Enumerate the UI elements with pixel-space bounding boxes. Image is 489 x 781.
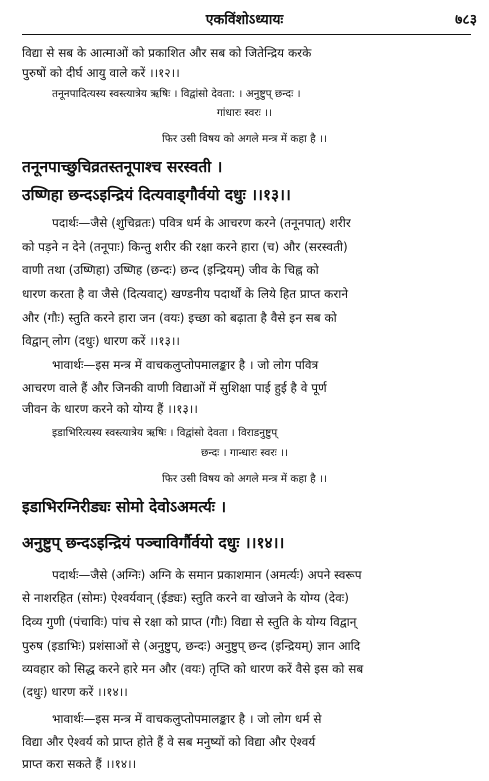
padartha-line: धारण करता है वा जैसे (दित्यवाट्) खण्डनीय पदार्थों के लिये हित प्राप्त कराने bbox=[22, 287, 349, 301]
padartha-line: पुरुष (इडाभिः) प्रशंसाओं से (अनुष्टुप्, छन्दः) अनुष्टुप् छन्द (इन्द्रियम्) ज्ञान आदि bbox=[22, 639, 361, 653]
mantra-meta: तनूनपादित्यस्य स्वस्त्यात्रेय ऋषिः । विद्वांसो देवता: । अनुष्टुप् छन्दः । bbox=[52, 88, 301, 100]
padartha-line: विद्वान् लोग (दधुः) धारण करें ।।१३।। bbox=[22, 334, 180, 348]
padartha-line: पदार्थः—जैसे (अग्निः) अग्नि के समान प्रकाशमान (अमर्त्यः) अपने स्वरूप bbox=[52, 568, 362, 582]
padartha-line: व्यवहार को सिद्ध करने हारे मन और (वयः) तृप्ति को धारण करें वैसे इस को सब bbox=[22, 662, 364, 676]
page-number: ७८३ bbox=[455, 12, 477, 28]
bhavartha-line: भावार्थः—इस मन्त्र में वाचकलुप्तोपमालङ्कार है । जो लोग पवित्र bbox=[52, 358, 319, 372]
padartha-line: और (गौः) स्तुति करने हारा जन (वयः) इच्छा को बढ़ाता है वैसे इन सब को bbox=[22, 311, 337, 325]
verse-line: तनूनपाच्छुचिव्रतस्तनूपाश्च सरस्वती । bbox=[22, 158, 223, 176]
verse-line: उष्णिहा छन्दऽइन्द्रियं दित्यवाड्गौर्वयो दधुः ।।१३।। bbox=[22, 186, 291, 204]
mantra-meta: गांधारः स्वरः ।। bbox=[216, 107, 273, 119]
bhavartha-line: भावार्थः—इस मन्त्र में वाचकलुप्तोपमालङ्कार है । जो लोग धर्म से bbox=[52, 712, 322, 726]
chapter-title: एकविंशोऽध्यायः bbox=[205, 12, 284, 28]
bhavartha-line: प्राप्त करा सकते हैं ।।१४।। bbox=[22, 757, 137, 771]
bhavartha-line: आचरण वाले हैं और जिनकी वाणी विद्याओं में सुशिक्षा पाई हुई है वे पूर्ण bbox=[22, 381, 327, 395]
mantra-intro: फिर उसी विषय को अगले मन्त्र में कहा है ।। bbox=[162, 133, 327, 145]
padartha-line: से नाशरहित (सोमः) ऐश्वर्यवान् (ईड्यः) स्तुति करने वा खोजने के योग्य (देवः) bbox=[22, 591, 349, 605]
text-line: पुरुषों को दीर्घ आयु वाले करें ।।१२।। bbox=[22, 66, 180, 80]
padartha-line: दिव्य गुणी (पंचाविः) पांच से रक्षा को प्राप्त (गौः) विद्या से स्तुति के योग्य विद्वान् bbox=[22, 615, 357, 629]
bhavartha-line: जीवन के धारण करने को योग्य हैं ।।१३।। bbox=[22, 402, 198, 416]
verse-line: इडाभिरग्निरीड्यः सोमो देवोऽअमर्त्यः । bbox=[22, 498, 227, 516]
header-rule bbox=[22, 34, 471, 35]
verse-line: अनुष्टुप् छन्दऽइन्द्रियं पञ्चाविर्गौर्वयो दधुः ।।१४।। bbox=[22, 534, 285, 552]
mantra-meta: छन्दः । गान्धारः स्वरः ।। bbox=[200, 447, 289, 459]
page-header bbox=[0, 8, 489, 32]
mantra-intro: फिर उसी विषय को अगले मन्त्र में कहा है ।। bbox=[162, 473, 327, 485]
padartha-line: पदार्थः—जैसे (शुचिव्रतः) पवित्र धर्म के आचरण करने (तनूनपात्) शरीर bbox=[52, 216, 351, 230]
bhavartha-line: विद्या और ऐश्वर्य को प्राप्त होते हैं वे सब मनुष्यों को विद्या और ऐश्वर्य bbox=[22, 735, 316, 749]
padartha-line: (दधुः) धारण करें ।।१४।। bbox=[22, 685, 128, 699]
padartha-line: को पड़ने न देने (तनूपाः) किन्तु शरीर की रक्षा करने हारा (च) और (सरस्वती) bbox=[22, 240, 348, 254]
padartha-line: वाणी तथा (उष्णिहा) उष्णिह (छन्दः) छन्द (इन्द्रियम्) जीव के चिह्न को bbox=[22, 263, 319, 277]
text-line: विद्या से सब के आत्माओं को प्रकाशित और सब को जितेन्द्रिय करके bbox=[22, 46, 312, 60]
mantra-meta: इडाभिरित्यस्य स्वस्त्यात्रेय ऋषिः । विद्वांसो देवता । विराडनुष्टुप् bbox=[52, 427, 278, 439]
